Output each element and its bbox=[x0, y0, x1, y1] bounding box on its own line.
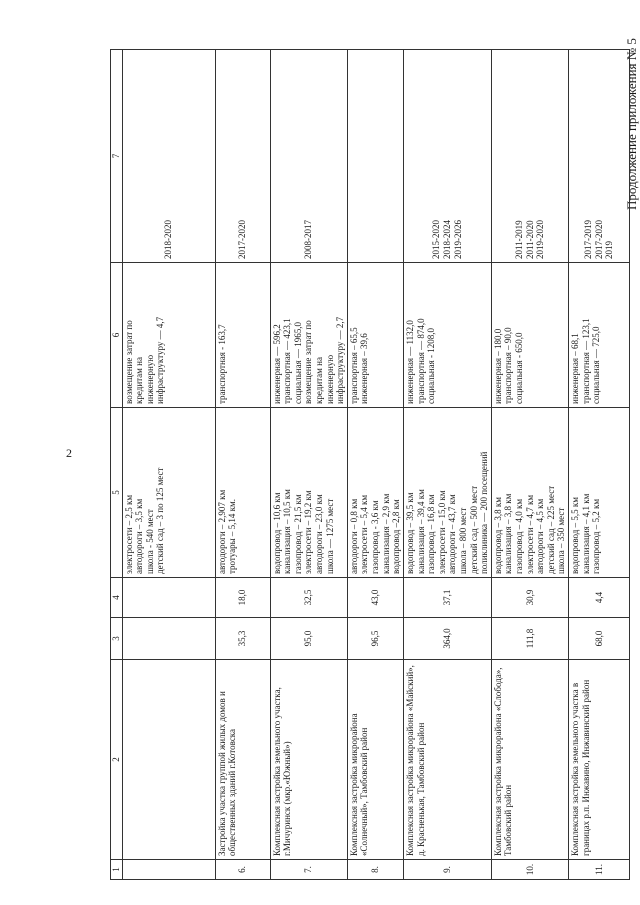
infrastructure-list-line: газопровод – 5,2 км bbox=[591, 498, 602, 574]
infrastructure-list-line: тротуары – 5,14 км. bbox=[227, 499, 238, 574]
table-row bbox=[122, 50, 215, 880]
years-list-line: 2019-2026 bbox=[452, 220, 463, 259]
infrastructure-list-line: электросети – 15,0 км bbox=[436, 490, 447, 574]
infrastructure-list-line: автодороги – 23,0 км bbox=[314, 494, 325, 574]
column-number: 6 bbox=[111, 263, 123, 408]
years-list bbox=[347, 50, 403, 263]
years-list bbox=[122, 50, 215, 263]
table-row bbox=[403, 50, 491, 880]
total-area: 35,3 bbox=[215, 618, 270, 660]
row-number: 9. bbox=[403, 860, 491, 880]
costs-list-line: транспортная – 90,0 bbox=[503, 327, 514, 404]
total-area: 95,0 bbox=[270, 618, 347, 660]
project-name: Застройка участка группой жилых домов и общественных зданий г.Котовска bbox=[215, 660, 270, 860]
costs-list-line: возмещение затрат по bbox=[123, 320, 134, 404]
infrastructure-list-line: водопровод – 3,8 км bbox=[492, 497, 503, 574]
infrastructure-list-line: газопровод – 21,5 км bbox=[292, 494, 303, 574]
infrastructure-list-line: школа - 540 мест bbox=[144, 509, 155, 574]
infrastructure-list-line: детский сад – 225 мест bbox=[545, 485, 556, 574]
costs-list-line: инженерную bbox=[144, 354, 155, 404]
infrastructure-list-line: газопровод – 16,8 км bbox=[426, 494, 437, 574]
table-row bbox=[215, 50, 270, 880]
years-list-line: 2017-2020 bbox=[237, 220, 248, 259]
years-list bbox=[215, 50, 270, 263]
infrastructure-list-line: электросети – 4,7 км bbox=[524, 494, 535, 574]
total-area: 96,5 bbox=[347, 618, 403, 660]
costs-list bbox=[403, 263, 491, 408]
costs-list-line: инженерную bbox=[324, 354, 335, 404]
column-number: 1 bbox=[111, 860, 123, 880]
years-list-line: 2011-2020 bbox=[524, 220, 535, 259]
column-number: 4 bbox=[111, 578, 123, 618]
infrastructure-list bbox=[270, 408, 347, 578]
infrastructure-list-line: детский сад – 3 по 125 мест bbox=[155, 467, 166, 574]
years-list-line: 2019-2020 bbox=[535, 220, 546, 259]
costs-list-line: кредитам на bbox=[314, 357, 325, 404]
total-area: 111,8 bbox=[491, 618, 568, 660]
housing-area: 43,0 bbox=[347, 578, 403, 618]
costs-list-line: транспортная — 874,0 bbox=[415, 318, 426, 404]
years-list bbox=[569, 50, 630, 263]
infrastructure-list-line: газопровод - 3,6 км bbox=[370, 500, 381, 574]
costs-list bbox=[122, 263, 215, 408]
total-area: 364,0 bbox=[403, 618, 491, 660]
column-number-row bbox=[111, 50, 123, 880]
program-table bbox=[110, 49, 630, 880]
infrastructure-list-line: водопровод – 39,5 км bbox=[404, 492, 415, 574]
costs-list-line: кредитам на bbox=[134, 357, 145, 404]
years-list-line: 2017-2020 bbox=[593, 220, 604, 259]
infrastructure-list-line: автодороги – 0,8 км bbox=[348, 498, 359, 574]
infrastructure-list-line: автодороги – 2,907 км bbox=[216, 489, 227, 574]
costs-list-line: транспортная - 163,7 bbox=[216, 324, 227, 404]
years-list bbox=[270, 50, 347, 263]
infrastructure-list-line: канализация – 3,8 км bbox=[503, 493, 514, 574]
infrastructure-list-line: школа — 1275 мест bbox=[324, 498, 335, 574]
project-name: Комплексная застройка микрорайона «Майский», д. Красненькая, Тамбовский район bbox=[403, 660, 491, 860]
infrastructure-list-line: электросети – 2,5 км bbox=[123, 494, 134, 574]
project-name: Комплексная застройка микрорайона «Слобода», Тамбовский район bbox=[491, 660, 568, 860]
years-list-line: 2015-2020 bbox=[431, 220, 442, 259]
infrastructure-list-line: канализация – 39,4 км bbox=[415, 489, 426, 574]
column-number: 7 bbox=[111, 50, 123, 263]
row-number: 10. bbox=[491, 860, 568, 880]
infrastructure-list bbox=[347, 408, 403, 578]
infrastructure-list-line: канализация – 10,5 км bbox=[282, 489, 293, 574]
years-list-line: 2019 bbox=[604, 241, 615, 259]
costs-list-line: транспортная — 123,1 bbox=[580, 318, 591, 404]
infrastructure-list-line: газопровод – 4,0 км bbox=[514, 498, 525, 574]
costs-list-line: инженерная – 39,6 bbox=[359, 333, 370, 404]
costs-list bbox=[491, 263, 568, 408]
housing-area: 32,5 bbox=[270, 578, 347, 618]
column-number: 5 bbox=[111, 408, 123, 578]
costs-list-line: возмещение затрат по bbox=[303, 320, 314, 404]
costs-list-line: социальная - 1208,0 bbox=[426, 328, 437, 404]
total-area bbox=[122, 618, 215, 660]
years-list-line: 2017-2019 bbox=[583, 220, 594, 259]
row-number: 7. bbox=[270, 860, 347, 880]
infrastructure-list-line: школа – 350 мест bbox=[556, 507, 567, 574]
costs-list-line: инженерная — 1132,0 bbox=[404, 320, 415, 404]
appendix-title: Продолжение приложения № 5 bbox=[624, 38, 639, 210]
costs-list-line: инфраструктуру — 4,7 bbox=[155, 316, 166, 404]
total-area: 68,0 bbox=[569, 618, 630, 660]
infrastructure-list-line: канализация – 2,9 км bbox=[380, 493, 391, 574]
costs-list bbox=[569, 263, 630, 408]
costs-list bbox=[347, 263, 403, 408]
column-number: 2 bbox=[111, 660, 123, 860]
housing-area: 30,9 bbox=[491, 578, 568, 618]
infrastructure-list-line: школа – 800 мест bbox=[457, 507, 468, 574]
costs-list-line: инженерная — 596,2 bbox=[271, 324, 282, 404]
housing-area bbox=[122, 578, 215, 618]
infrastructure-list-line: водопровод – 10,6 км bbox=[271, 492, 282, 574]
page-number: 2 bbox=[66, 446, 72, 460]
infrastructure-list-line: канализация – 4,1 км bbox=[580, 493, 591, 574]
infrastructure-list-line: водопровод –2,8 км bbox=[391, 499, 402, 574]
years-list bbox=[491, 50, 568, 263]
project-name: Комплексная застройка земельного участка в границах р.п. Инжавино, Инжавинский район bbox=[569, 660, 630, 860]
table-row bbox=[569, 50, 630, 880]
project-name: Комплексная застройка земельного участка, г.Мичуринск (мкр.«Южный») bbox=[270, 660, 347, 860]
years-list bbox=[403, 50, 491, 263]
project-name: Комплексная застройка микрорайона «Солнечный», Тамбовский район bbox=[347, 660, 403, 860]
years-list-line: 2018-2020 bbox=[163, 220, 174, 259]
costs-list bbox=[215, 263, 270, 408]
infrastructure-list bbox=[403, 408, 491, 578]
housing-area: 4,4 bbox=[569, 578, 630, 618]
costs-list-line: инфраструктуру — 2,7 bbox=[335, 316, 346, 404]
infrastructure-list bbox=[491, 408, 568, 578]
infrastructure-list-line: поликлиника — 200 посещений bbox=[479, 451, 490, 574]
costs-list-line: транспортная – 65,5 bbox=[348, 327, 359, 404]
table-row bbox=[491, 50, 568, 880]
rotated-table-container bbox=[110, 50, 615, 880]
infrastructure-list-line: детский сад – 500 мест bbox=[468, 485, 479, 574]
costs-list-line: инженерная – 180,0 bbox=[492, 328, 503, 404]
costs-list bbox=[270, 263, 347, 408]
infrastructure-list-line: водопровод – 5,5 км bbox=[570, 497, 581, 574]
infrastructure-list-line: автодороги – 3,5 км bbox=[134, 498, 145, 574]
years-list-line: 2018-2024 bbox=[442, 220, 453, 259]
row-number bbox=[122, 860, 215, 880]
infrastructure-list-line: автодороги – 43,7 км bbox=[447, 494, 458, 574]
row-number: 8. bbox=[347, 860, 403, 880]
years-list-line: 2008-2017 bbox=[303, 220, 314, 259]
infrastructure-list-line: электросети – 19,2 км bbox=[303, 490, 314, 574]
table-row bbox=[347, 50, 403, 880]
table-row bbox=[270, 50, 347, 880]
housing-area: 37,1 bbox=[403, 578, 491, 618]
costs-list-line: социальная - 650,0 bbox=[514, 332, 525, 404]
costs-list-line: инженерная – 68,1 bbox=[570, 333, 581, 404]
project-name bbox=[122, 660, 215, 860]
costs-list-line: социальная — 725,0 bbox=[591, 326, 602, 404]
years-list-line: 2011-2019 bbox=[514, 220, 525, 259]
infrastructure-list-line: автодороги – 4,5 км bbox=[535, 498, 546, 574]
infrastructure-list bbox=[122, 408, 215, 578]
row-number: 6. bbox=[215, 860, 270, 880]
costs-list-line: социальная — 1965,0 bbox=[292, 322, 303, 404]
column-number: 3 bbox=[111, 618, 123, 660]
costs-list-line: транспортная — 423,1 bbox=[282, 318, 293, 404]
infrastructure-list bbox=[569, 408, 630, 578]
infrastructure-list-line: электросети – 5,4 км bbox=[359, 494, 370, 574]
row-number: 11. bbox=[569, 860, 630, 880]
infrastructure-list bbox=[215, 408, 270, 578]
housing-area: 18,0 bbox=[215, 578, 270, 618]
